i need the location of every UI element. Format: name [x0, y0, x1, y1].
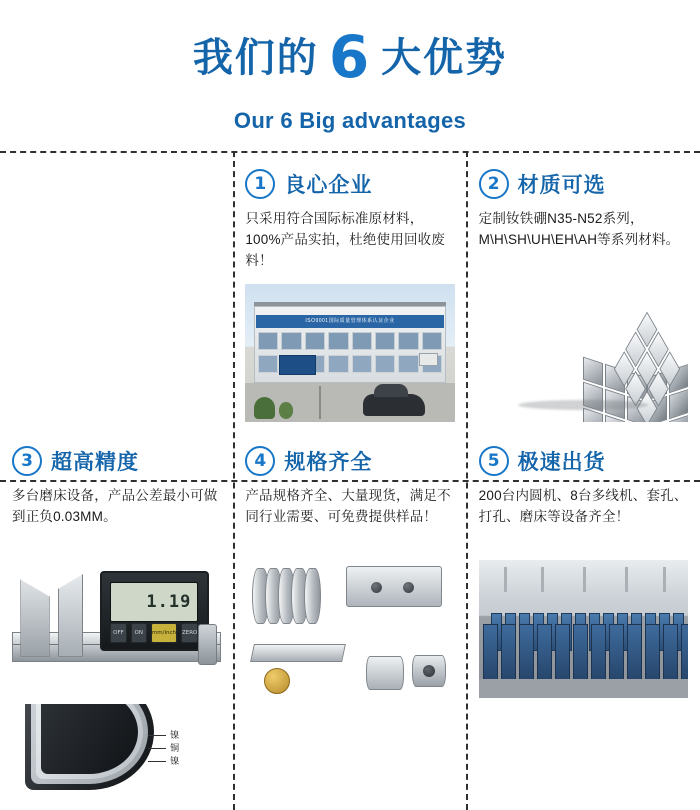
ac-unit — [419, 353, 438, 367]
advantage-3-description: 多台磨床设备，产品公差最小可做到正负0.03MM。 — [12, 487, 218, 524]
digital-caliper-photo — [12, 560, 221, 698]
factory-building-photo — [245, 284, 454, 422]
workshop-aisle — [479, 679, 688, 698]
cube-shadow — [518, 400, 648, 410]
page-title — [0, 23, 700, 91]
building-windows-row-1 — [258, 332, 442, 350]
advantage-3-title: 超高精度 — [51, 450, 139, 474]
bar-magnet — [250, 644, 346, 662]
advantage-card-2 — [467, 151, 700, 428]
advantage-4-title: 规格齐全 — [284, 450, 373, 474]
caliper-button-on[interactable]: ON — [131, 623, 147, 643]
production-workshop-photo — [479, 560, 688, 698]
caliper-button-row[interactable] — [110, 623, 198, 643]
title-prefix-text: 我们的 — [192, 36, 319, 80]
advantage-5-image — [479, 560, 688, 698]
advantage-4-description: 产品规格齐全、大量现货，满足不同行业需要、可免费提供样品！ — [245, 487, 451, 524]
advantage-1-description: 只采用符合国际标准原材料，100%产品实拍，杜绝使用回收废料！ — [245, 211, 446, 268]
shrub-icon — [254, 397, 275, 419]
advantage-4-image — [245, 560, 454, 698]
coating-layers-diagram — [12, 704, 221, 804]
advantage-2-description: 定制钕铁硼N35-N52系列，M\H\SH\UH\EH\AH等系列材料。 — [478, 211, 680, 247]
coating-cross-section — [25, 704, 155, 790]
advantage-card-4 — [233, 428, 466, 705]
caliper-thumbwheel — [198, 624, 217, 665]
coating-label-1: 镍 — [148, 729, 219, 742]
coating-label-2: 铜 — [148, 742, 219, 755]
coin-scale-reference — [264, 668, 290, 694]
advantage-1-title: 良心企业 — [284, 174, 373, 197]
advantage-3-number: 3 — [12, 446, 42, 476]
poster-header — [0, 0, 700, 134]
building-sign — [279, 355, 317, 374]
advantage-4-header — [245, 446, 454, 476]
advantage-2-number: 2 — [479, 169, 509, 199]
advantage-card-6 — [0, 704, 233, 810]
disc-magnet-stack — [252, 568, 327, 623]
advantage-4-number: 4 — [245, 446, 275, 476]
advantages-grid — [0, 151, 700, 810]
caliper-button-unit[interactable]: mm/inch — [151, 623, 177, 643]
advantage-1-image — [245, 284, 454, 422]
caliper-reading-value: 1.19 — [146, 592, 192, 613]
coating-legend — [148, 729, 219, 768]
countersunk-block-magnet — [346, 566, 442, 607]
building-banner-text: ISO9001国际质量管理体系认证企业 — [305, 318, 395, 325]
cylinder-magnet — [366, 656, 404, 690]
title-suffix-text: 大优势 — [381, 36, 508, 80]
magnet-shapes-photo — [245, 560, 454, 698]
advantage-5-title: 极速出货 — [517, 450, 606, 474]
caliper-jaw-fixed — [20, 579, 49, 656]
building-banner — [256, 315, 444, 327]
machine-row-front — [483, 624, 688, 682]
advantage-card-1 — [233, 151, 466, 428]
advantage-2-image — [479, 284, 688, 422]
pole-icon — [319, 386, 321, 419]
car-icon — [363, 394, 426, 416]
advantage-6-image — [12, 704, 221, 804]
advantage-1-header — [245, 169, 454, 199]
advantage-5-number: 5 — [479, 446, 509, 476]
advantage-5-description: 200台内圆机、8台多线机、套孔、打孔、磨床等设备齐全！ — [478, 487, 688, 524]
page-subtitle: Our 6 Big advantages — [233, 107, 467, 133]
advantage-2-title: 材质可选 — [517, 174, 606, 197]
caliper-lcd-screen — [110, 582, 198, 622]
advantage-3-header — [12, 446, 221, 476]
caliper-button-zero[interactable]: ZERO — [181, 623, 198, 643]
advantage-2-header — [479, 169, 688, 199]
magnet-cube-photo — [479, 284, 688, 422]
ring-magnet — [412, 655, 446, 687]
advantage-card-5 — [467, 428, 700, 705]
advantage-1-number: 1 — [245, 169, 275, 199]
advantage-5-header — [479, 446, 688, 476]
caliper-jaw-moving — [58, 574, 83, 657]
advantage-card-3 — [0, 428, 233, 705]
caliper-display-body — [100, 571, 209, 651]
coating-label-3: 镍 — [148, 755, 219, 768]
title-number: 6 — [328, 23, 372, 91]
workshop-ceiling — [479, 560, 688, 596]
caliper-button-off[interactable]: OFF — [110, 623, 126, 643]
advantage-3-image — [12, 560, 221, 698]
